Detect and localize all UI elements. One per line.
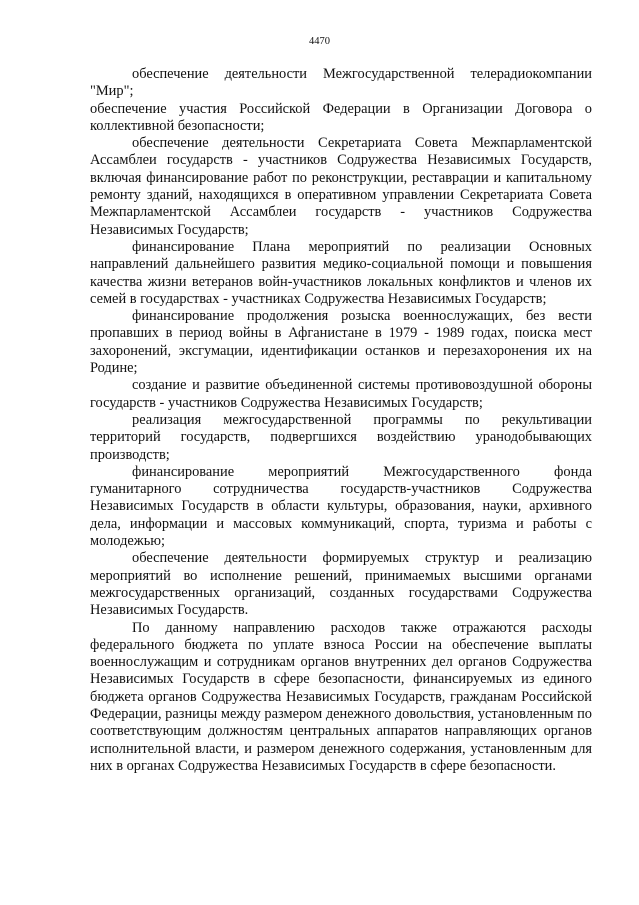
paragraph: обеспечение деятельности Секретариата Совета Межпарламентской Ассамблеи государств - участников Содружества Независимых Государств, включая финансирование работ по реконструкции, реставрации и капитальному ремонту зданий, находящихся в оперативном управлении Секретариата Совета Межпарламентской Ассамблеи государств - участников Содружества Независимых Государств; <box>90 135 592 238</box>
paragraph: реализация межгосударственной программы по рекультивации территорий государств, подвергшихся воздействию уранодобывающих производств; <box>90 411 592 463</box>
paragraph: обеспечение деятельности Межгосударственной телерадиокомпании "Мир"; <box>90 66 592 100</box>
paragraph: создание и развитие объединенной системы противовоздушной обороны государств - участников Содружества Независимых Государств; <box>90 377 592 411</box>
paragraph: финансирование продолжения розыска военнослужащих, без вести пропавших в период войны в Афганистане в 1979 - 1989 годах, поиска мест захоронений, эксгумации, идентификации останков и перезахоронения их на Родине; <box>90 308 592 377</box>
paragraph: обеспечение участия Российской Федерации в Организации Договора о коллективной безопасности; <box>90 100 592 134</box>
document-body <box>90 66 592 775</box>
paragraph: финансирование Плана мероприятий по реализации Основных направлений дальнейшего развития медико-социальной помощи и повышения качества жизни ветеранов войн-участников локальных конфликтов и членов их семей в государствах - участниках Содружества Независимых Государств; <box>90 238 592 307</box>
paragraph: обеспечение деятельности формируемых структур и реализацию мероприятий во исполнение решений, принимаемых высшими органами межгосударственных организаций, созданных государствами Содружества Независимых Государств. <box>90 550 592 619</box>
paragraph: финансирование мероприятий Межгосударственного фонда гуманитарного сотрудничества государств-участников Содружества Независимых Государств в области культуры, образования, науки, архивного дела, информации и массовых коммуникаций, спорта, туризма и работы с молодежью; <box>90 463 592 550</box>
paragraph: По данному направлению расходов также отражаются расходы федерального бюджета по уплате взноса России на обеспечение выплаты военнослужащим и сотрудникам органов внутренних дел органов Содружества Независимых Государств в сфере безопасности, финансируемых из единого бюджета органов Содружества Независимых Государств, гражданам Российской Федерации, разницы между размером денежного довольствия, установленным по соответствующим должностям центральных аппаратов направляющих органов исполнительной власти, и размером денежного содержания, установленным для них в органах Содружества Независимых Государств в сфере безопасности. <box>90 619 592 774</box>
page-number: 4470 <box>309 36 330 47</box>
